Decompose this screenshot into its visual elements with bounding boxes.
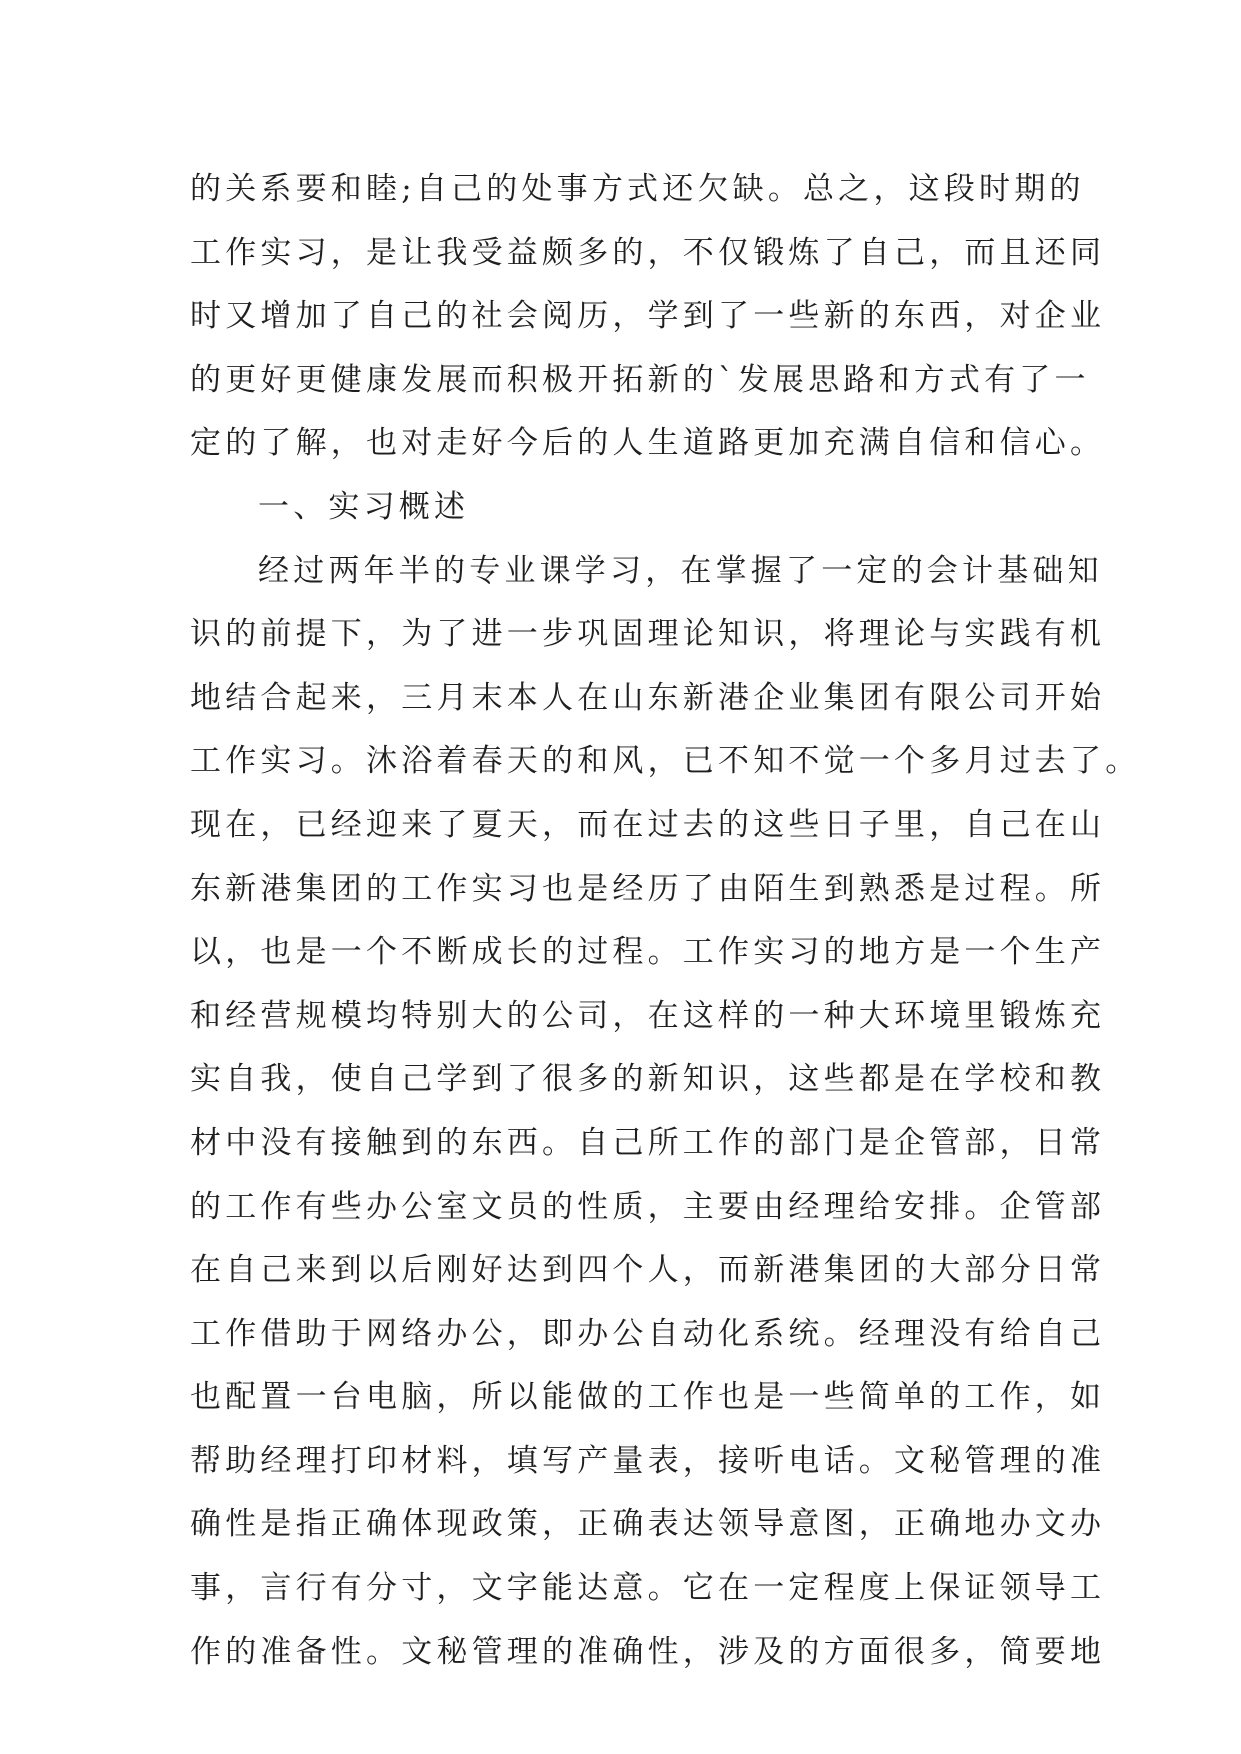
text-line: 在自己来到以后刚好达到四个人，而新港集团的大部分日常 <box>190 1252 1106 1289</box>
text-line: 工作实习，是让我受益颇多的，不仅锻炼了自己，而且还同 <box>190 234 1106 271</box>
section-heading: 一、实习概述 <box>258 488 470 525</box>
text-line: 定的了解，也对走好今后的人生道路更加充满自信和信心。 <box>190 425 1106 462</box>
text-line: 的更好更健康发展而积极开拓新的`发展思路和方式有了一 <box>190 361 1090 398</box>
body-text <box>190 158 1141 1684</box>
paragraph-first-line: 经过两年半的专业课学习，在掌握了一定的会计基础知 <box>258 552 1103 589</box>
text-line: 识的前提下，为了进一步巩固理论知识，将理论与实践有机 <box>190 616 1106 653</box>
text-line: 材中没有接触到的东西。自己所工作的部门是企管部，日常 <box>190 1124 1106 1161</box>
text-line: 东新港集团的工作实习也是经历了由陌生到熟悉是过程。所 <box>190 870 1106 907</box>
text-line: 作的准备性。文秘管理的准确性，涉及的方面很多，简要地 <box>190 1633 1106 1670</box>
text-line: 工作借助于网络办公，即办公自动化系统。经理没有给自己 <box>190 1315 1106 1352</box>
text-line: 现在，已经迎来了夏天，而在过去的这些日子里，自己在山 <box>190 806 1106 843</box>
text-line: 的工作有些办公室文员的性质，主要由经理给安排。企管部 <box>190 1188 1106 1225</box>
text-line: 工作实习。沐浴着春天的和风，已不知不觉一个多月过去了。 <box>190 743 1141 780</box>
text-line: 确性是指正确体现政策，正确表达领导意图，正确地办文办 <box>190 1506 1106 1543</box>
text-line: 的关系要和睦;自己的处事方式还欠缺。总之，这段时期的 <box>190 171 1085 207</box>
text-line: 和经营规模均特别大的公司，在这样的一种大环境里锻炼充 <box>190 997 1106 1034</box>
text-line: 地结合起来，三月末本人在山东新港企业集团有限公司开始 <box>190 679 1106 716</box>
text-line: 帮助经理打印材料，填写产量表，接听电话。文秘管理的准 <box>190 1442 1106 1479</box>
text-line: 事，言行有分寸，文字能达意。它在一定程度上保证领导工 <box>190 1570 1106 1607</box>
text-line: 以，也是一个不断成长的过程。工作实习的地方是一个生产 <box>190 934 1106 971</box>
text-line: 时又增加了自己的社会阅历，学到了一些新的东西，对企业 <box>190 298 1106 335</box>
text-line: 实自我，使自己学到了很多的新知识，这些都是在学校和教 <box>190 1061 1106 1098</box>
text-line: 也配置一台电脑，所以能做的工作也是一些简单的工作，如 <box>190 1379 1106 1416</box>
